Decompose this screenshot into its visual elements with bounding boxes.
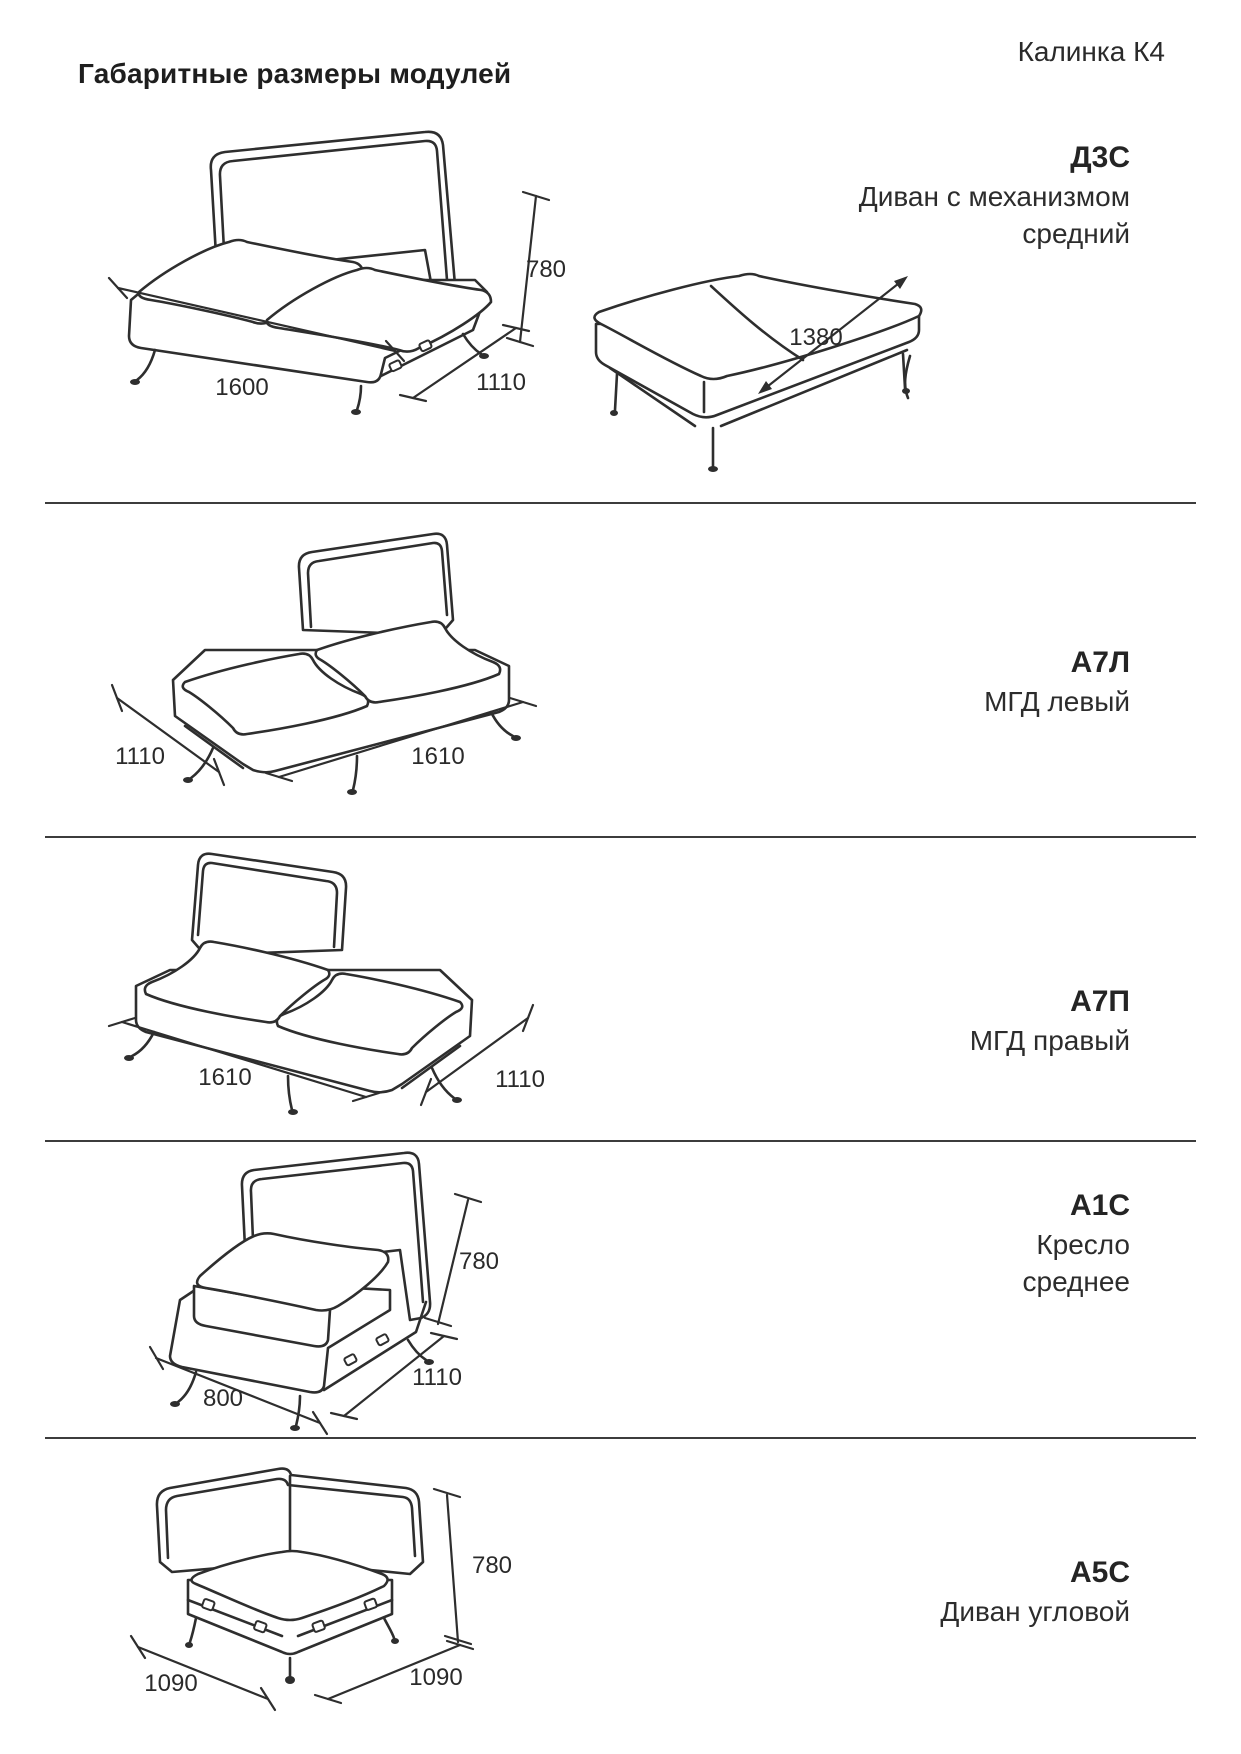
module-desc-line: МГД правый <box>969 1025 1130 1056</box>
module-desc-line: Диван с механизмом <box>858 181 1130 212</box>
dim-label-length: 1610 <box>411 743 465 770</box>
module-label-d3s <box>859 138 1130 252</box>
module-code: А1С <box>1069 1189 1130 1222</box>
dim-label-height: 780 <box>458 1248 500 1275</box>
module-label-a7l <box>984 643 1130 720</box>
module-code: А5С <box>1069 1556 1130 1589</box>
dim-label-height: 780 <box>471 1552 513 1579</box>
dim-label-side-left: 1090 <box>144 1670 198 1697</box>
drawing-d3s-sofa <box>95 130 565 400</box>
dim-label-depth: 1110 <box>115 743 165 770</box>
divider <box>45 1140 1196 1142</box>
drawing-a1s-armchair <box>150 1150 490 1440</box>
dim-label-length: 1600 <box>215 374 269 401</box>
module-label-a1s <box>1023 1186 1130 1300</box>
module-desc-line: Диван угловой <box>940 1596 1130 1627</box>
drawing-d3s-bed-unfolded <box>505 228 935 458</box>
dim-label-side-right: 1090 <box>409 1664 463 1691</box>
module-code: Д3С <box>1070 141 1130 174</box>
divider <box>45 836 1196 838</box>
mattress <box>594 274 921 417</box>
divider <box>45 1437 1196 1439</box>
dim-label-length: 800 <box>202 1385 244 1412</box>
module-label-a5s <box>940 1553 1130 1630</box>
dim-label-length: 1610 <box>198 1064 252 1091</box>
drawing-a7p-module <box>110 850 550 1112</box>
dim-label-depth: 1110 <box>476 369 526 396</box>
page-title: Габаритные размеры модулей <box>78 58 512 89</box>
bench <box>112 534 536 795</box>
dim-label-bed-width: 1380 <box>789 324 843 351</box>
divider <box>45 502 1196 504</box>
mechanism-clips <box>344 1334 389 1366</box>
module-code: А7П <box>1070 985 1130 1018</box>
model-name: Калинка К4 <box>1017 36 1165 67</box>
module-desc-line: средний <box>1022 218 1130 249</box>
module-desc-line: Кресло <box>1036 1229 1130 1260</box>
module-desc-line: среднее <box>1022 1266 1130 1297</box>
module-desc-line: МГД левый <box>984 686 1130 717</box>
dim-label-height: 780 <box>525 256 567 283</box>
sofa-back <box>299 534 453 635</box>
module-label-a7p <box>970 982 1130 1059</box>
dim-label-depth: 1110 <box>495 1066 545 1093</box>
dim-label-depth: 1110 <box>412 1364 462 1391</box>
module-code: А7Л <box>1070 646 1130 679</box>
